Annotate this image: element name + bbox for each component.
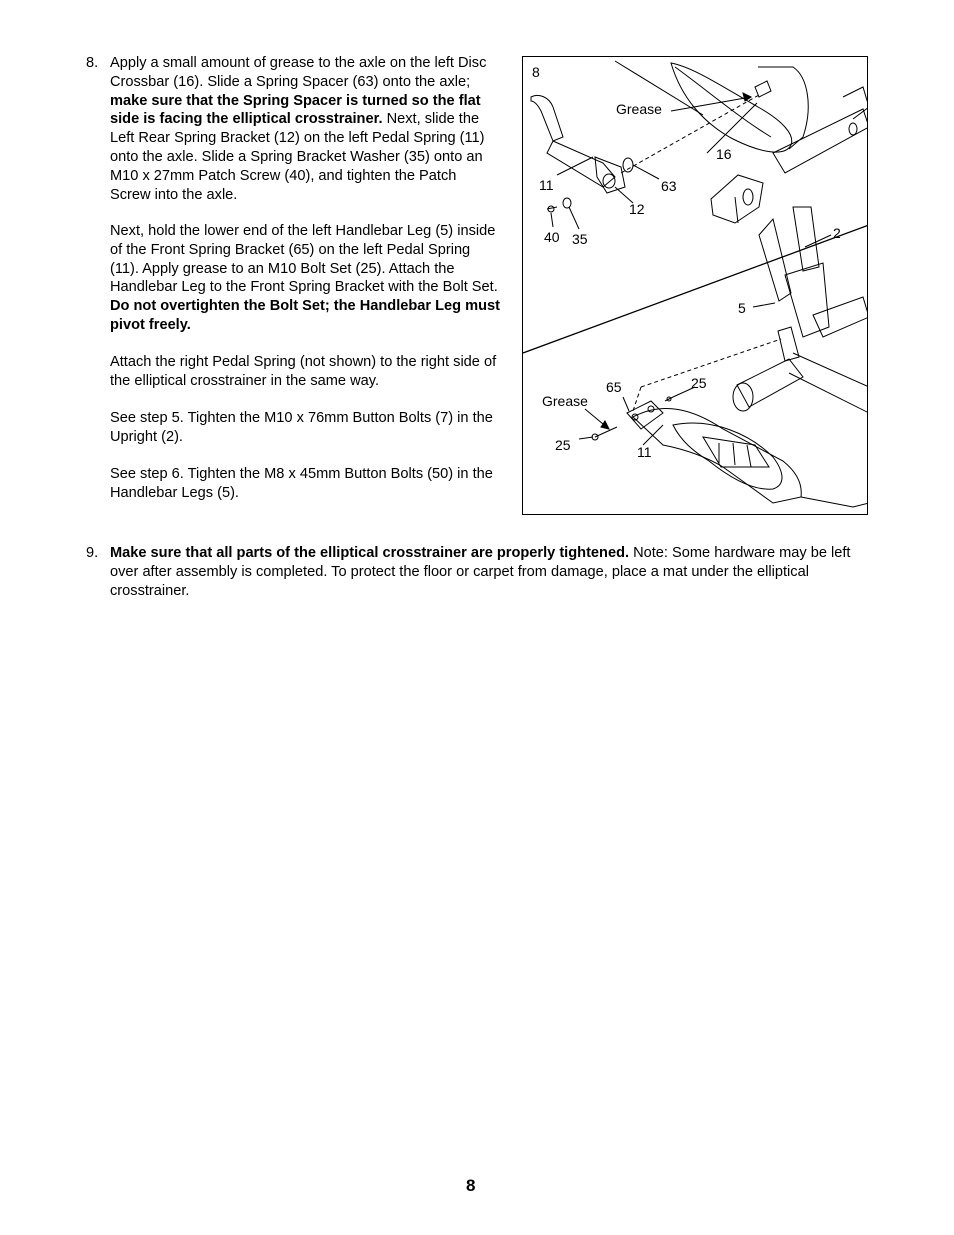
step-9-text: Note: Some hardware may be left over after assembly is completed. To protect the floor or carpet from damage, place a mat under the elliptical crosstrainer. — [110, 545, 851, 599]
step-8-p1-text-c: Next, slide the Left Rear Spring Bracket (12) on the left Pedal Spring (11) onto the axle. Slide a Spring Bracket Washer (35) onto an M10 x 27mm Patch Screw (40), and tighten the Patch Screw into the axle. — [110, 111, 485, 203]
page-number: 8 — [466, 1176, 476, 1195]
label-part-63: 63 — [661, 178, 677, 194]
label-part-16: 16 — [716, 146, 732, 162]
label-grease-bottom: Grease — [542, 393, 588, 409]
label-part-25-right: 25 — [691, 375, 707, 391]
step-9-bold: Make sure that all parts of the elliptical crosstrainer are properly tightened. — [110, 545, 630, 561]
step-8-paragraph-4: See step 5. Tighten the M10 x 76mm Button Bolts (7) in the Upright (2). — [110, 410, 493, 445]
step-8-paragraph-5: See step 6. Tighten the M8 x 45mm Button Bolts (50) in the Handlebar Legs (5). — [110, 466, 493, 501]
step-8-number: 8. — [86, 55, 99, 71]
step-9-paragraph — [110, 544, 870, 600]
label-part-35: 35 — [572, 231, 588, 247]
label-grease-top: Grease — [616, 101, 662, 117]
step-8-p1-bold: make sure that the Spring Spacer is turned so the flat side is facing the elliptical crosstrainer. — [110, 92, 481, 128]
label-part-11-bottom: 11 — [637, 444, 652, 460]
label-part-12: 12 — [629, 201, 645, 217]
step-8-paragraph-1 — [110, 54, 500, 204]
step-8-p1-text-a: Apply a small amount of grease to the axle on the left Disc Crossbar (16). Slide a Spring Spacer (63) onto the axle; — [110, 55, 487, 90]
label-part-65: 65 — [606, 379, 622, 395]
step-8-paragraph-3: Attach the right Pedal Spring (not shown) to the right side of the elliptical crosstrainer in the same way. — [110, 354, 497, 389]
assembly-figure — [522, 56, 868, 515]
label-part-5: 5 — [738, 300, 746, 316]
step-8-p2-text-a: Next, hold the lower end of the left Handlebar Leg (5) inside of the Front Spring Bracket (65) on the left Pedal Spring (11). Apply grease to an M10 Bolt Set (25). Attach the Handlebar Leg to the Front Spring Bracket with the Bolt Set. — [110, 223, 498, 296]
label-part-2: 2 — [833, 225, 841, 241]
label-part-25-left: 25 — [555, 437, 571, 453]
step-8-paragraph-2 — [110, 222, 500, 335]
label-part-40: 40 — [544, 229, 560, 245]
figure-step-number: 8 — [532, 64, 540, 80]
step-8-p2-bold: Do not overtighten the Bolt Set; the Handlebar Leg must pivot freely. — [110, 298, 500, 333]
step-9-number: 9. — [86, 545, 99, 561]
label-part-11-top: 11 — [539, 177, 554, 193]
assembly-drawing — [523, 57, 868, 515]
